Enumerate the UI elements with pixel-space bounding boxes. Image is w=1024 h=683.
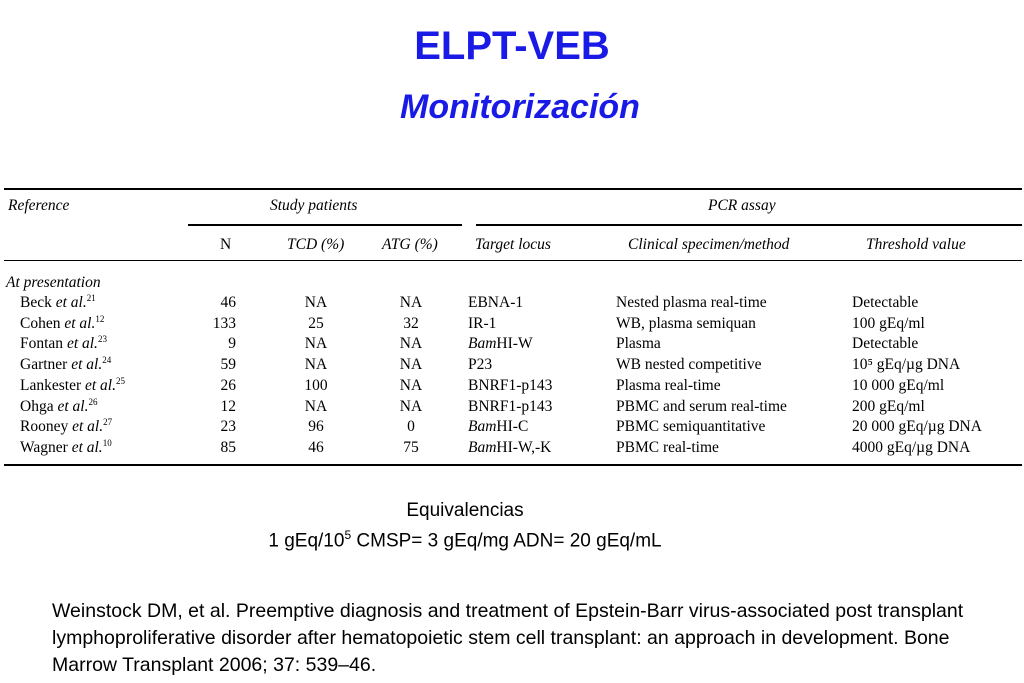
- equivalencias-line: [0, 528, 930, 552]
- target-locus: EBNA-1: [468, 294, 524, 311]
- cell-atg: NA: [399, 397, 423, 415]
- cell-threshold: 10 000 gEq/ml: [852, 376, 945, 394]
- target-locus: P23: [468, 356, 493, 374]
- cell-threshold: Detectable: [852, 335, 919, 353]
- header-reference: Reference: [8, 197, 70, 214]
- slide-title: ELPT-VEB: [414, 24, 610, 68]
- cell-reference: [20, 439, 112, 457]
- author: Wagner: [20, 438, 68, 456]
- target-italic: Bam: [468, 335, 497, 353]
- header-n: N: [220, 236, 232, 253]
- cell-reference: [20, 418, 112, 436]
- et-al: et al.: [71, 356, 103, 374]
- cell-atg: NA: [399, 335, 423, 353]
- author: Fontan: [20, 335, 64, 353]
- cell-tcd: 100: [304, 376, 328, 394]
- target-locus: HI-W: [496, 335, 533, 353]
- cell-n: 9: [228, 335, 236, 353]
- cell-n: 12: [220, 397, 236, 415]
- header-tcd: TCD (%): [287, 236, 345, 253]
- cell-tcd: NA: [304, 335, 328, 353]
- cell-target: [468, 356, 492, 374]
- header-pcr-assay: PCR assay: [708, 197, 776, 214]
- cell-target: [468, 335, 533, 353]
- cell-tcd: 46: [308, 438, 324, 456]
- ref-number: 21: [86, 292, 96, 303]
- target-locus: BNRF1-p143: [468, 397, 553, 415]
- header-target: Target locus: [475, 236, 551, 253]
- header-bottom-rule: [4, 260, 1022, 261]
- ref-number: 24: [102, 354, 112, 365]
- equivalencias-exponent: 5: [344, 528, 352, 542]
- ref-number: 12: [95, 313, 105, 324]
- cell-target: [468, 418, 528, 436]
- cell-target: [468, 398, 552, 416]
- ref-number: 10: [102, 437, 112, 448]
- header-atg: ATG (%): [382, 236, 438, 253]
- table-top-rule: [4, 188, 1022, 190]
- study-patients-underline: [188, 224, 462, 226]
- slide-subtitle: Monitorización: [400, 88, 640, 126]
- cell-n: 133: [212, 314, 236, 332]
- cell-reference: [20, 294, 96, 312]
- cell-tcd: NA: [304, 356, 328, 374]
- cell-specimen: Plasma real-time: [616, 376, 721, 394]
- cell-tcd: 96: [308, 418, 324, 436]
- et-al: et al.: [64, 314, 96, 332]
- equivalencias-suffix: CMSP= 3 gEq/mg ADN= 20 gEq/mL: [351, 530, 662, 552]
- header-threshold: Threshold value: [866, 236, 966, 253]
- cell-reference: [20, 335, 107, 353]
- cell-n: 23: [220, 418, 236, 436]
- ref-number: 25: [115, 375, 125, 386]
- citation-text: Weinstock DM, et al. Preemptive diagnosis and treatment of Epstein-Barr virus-associated post transplant lymphoproliferative disorder after hematopoietic stem cell transplant: an approach in development. Bone Marrow Transplant 2006; 37: 539–46.: [52, 600, 964, 676]
- cell-threshold: 20 000 gEq/µg DNA: [852, 418, 982, 436]
- cell-n: 85: [220, 438, 236, 456]
- ref-number: 26: [88, 396, 98, 407]
- et-al: et al.: [84, 376, 116, 394]
- target-locus: HI-C: [496, 418, 529, 436]
- ref-number: 23: [97, 334, 107, 345]
- cell-atg: NA: [399, 356, 423, 374]
- et-al: et al.: [71, 438, 103, 456]
- cell-n: 59: [220, 356, 236, 374]
- cell-target: [468, 439, 551, 457]
- cell-atg: 75: [403, 438, 419, 456]
- cell-specimen: PBMC semiquantitative: [616, 418, 766, 436]
- target-locus: BNRF1-p143: [468, 376, 553, 394]
- cell-atg: 32: [403, 314, 419, 332]
- cell-target: [468, 377, 552, 395]
- cell-reference: [20, 315, 104, 333]
- cell-atg: 0: [407, 418, 415, 436]
- cell-reference: [20, 398, 97, 416]
- target-italic: Bam: [468, 438, 497, 456]
- author: Lankester: [20, 376, 82, 394]
- cell-specimen: Nested plasma real-time: [616, 294, 767, 311]
- target-locus: IR-1: [468, 314, 497, 332]
- et-al: et al.: [55, 294, 87, 311]
- cell-n: 46: [220, 294, 236, 311]
- cell-threshold: 10⁵ gEq/µg DNA: [852, 356, 961, 374]
- cell-tcd: 25: [308, 314, 324, 332]
- table-bottom-rule: [4, 464, 1022, 466]
- author: Cohen: [20, 314, 61, 332]
- cell-tcd: NA: [304, 397, 328, 415]
- equivalencias-title: Equivalencias: [406, 500, 524, 521]
- ref-number: 27: [103, 417, 113, 428]
- author: Ohga: [20, 397, 54, 415]
- cell-reference: [20, 356, 111, 374]
- et-al: et al.: [57, 397, 89, 415]
- cell-atg: NA: [399, 294, 423, 311]
- cell-atg: NA: [399, 376, 423, 394]
- study-table: [0, 188, 1024, 468]
- header-specimen: Clinical specimen/method: [628, 236, 790, 253]
- cell-threshold: Detectable: [852, 294, 919, 311]
- cell-target: [468, 294, 523, 312]
- cell-reference: [20, 377, 125, 395]
- cell-specimen: PBMC real-time: [616, 438, 719, 456]
- cell-threshold: 200 gEq/ml: [852, 397, 925, 415]
- section-label: At presentation: [6, 274, 101, 291]
- author: Gartner: [20, 356, 68, 374]
- et-al: et al.: [66, 335, 98, 353]
- cell-target: [468, 315, 496, 333]
- target-italic: Bam: [468, 418, 497, 436]
- cell-specimen: WB, plasma semiquan: [616, 314, 756, 332]
- et-al: et al.: [72, 418, 104, 436]
- cell-threshold: 4000 gEq/µg DNA: [852, 438, 971, 456]
- header-study-patients: Study patients: [270, 197, 358, 214]
- cell-threshold: 100 gEq/ml: [852, 314, 925, 332]
- cell-specimen: PBMC and serum real-time: [616, 397, 787, 415]
- cell-specimen: Plasma: [616, 335, 661, 353]
- author: Beck: [20, 294, 52, 311]
- cell-n: 26: [220, 376, 236, 394]
- cell-specimen: WB nested competitive: [616, 356, 762, 374]
- cell-tcd: NA: [304, 294, 328, 311]
- equivalencias-prefix: 1 gEq/10: [268, 530, 345, 552]
- author: Rooney: [20, 418, 69, 436]
- pcr-assay-underline: [476, 224, 1022, 226]
- target-locus: HI-W,-K: [496, 438, 552, 456]
